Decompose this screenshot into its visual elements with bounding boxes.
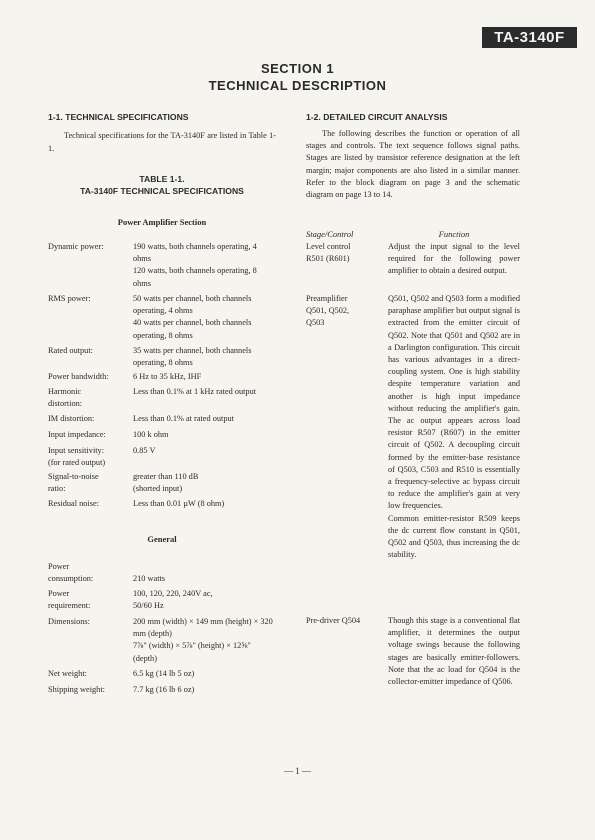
circuit-intro: The following describes the function or operation of all stages and controls. The text sequence follows signal paths. Stages are listed by transistor reference designation at the left margin; major components are also listed in a similar manner. Refer to the block diagram on page 3 and the schematic diagram on page 13 to 14. [306, 129, 520, 200]
spec-label: Power bandwidth: [48, 372, 109, 381]
spec-value: Less than 0.01 µW (8 ohm) [133, 499, 225, 508]
model-badge: TA-3140F [482, 27, 577, 48]
spec-label: Residual noise: [48, 499, 99, 508]
circuit-heading: 1-2. DETAILED CIRCUIT ANALYSIS [306, 112, 448, 122]
general-spec-value: 210 watts [133, 574, 166, 584]
general-spec-value: 100, 120, 220, 240V ac, 50/60 Hz [133, 589, 213, 611]
general-spec-label: Power consumption: [48, 562, 94, 584]
general-spec-label: Dimensions: [48, 617, 90, 626]
spec-value: 0.85 V [133, 446, 156, 455]
general-spec-value: 200 mm (width) × 149 mm (height) × 320 mm (depth) 7⅞" (width) × 5⅞" (height) × 12⅝" (depth) [133, 617, 273, 663]
spec-label: Dynamic power: [48, 242, 104, 251]
spec-label: Input impedance: [48, 430, 106, 439]
table-title: TA-3140F TECHNICAL SPECIFICATIONS [80, 186, 244, 196]
spec-label: Rated output: [48, 346, 93, 355]
stage-value: Q501, Q502 and Q503 form a modified paraphase amplifier but output signal is extracted from the emitter circuit of Q502. Note that Q501 and Q502 are in a Darlington configuration. This circuit has various advantages in a direct-coupling system. One is high stability despite temperature variation and another is high input impedance without reducing the amplifier's gain. The ac output appears across load resistor R507 (R607) in the emitter circuit of Q502. A decoupling circuit formed by the emitter-base resistance of Q503, C503 and R510 is essentially a frequency-selective ac bypass circuit to reduce the amplifier's gain at very low frequencies. Common emitter-resistor R509 keeps the dc current flow constant in Q501, Q502 and Q503, thus increasing the dc stability. [388, 294, 520, 560]
general-spec-label: Shipping weight: [48, 685, 105, 694]
stage-label: Level control R501 (R601) [306, 242, 351, 264]
spec-label: Signal-to-noise ratio: [48, 472, 99, 494]
spec-label: Harmonic distortion: [48, 387, 83, 409]
page-number: — 1 — [284, 766, 311, 776]
stage-value: Though this stage is a conventional flat amplifier, it determines the output voltage swings because the following stages are basically emitter-followers. Note that the ac load for Q504 is the collector-emitter impedance of Q506. [388, 616, 520, 687]
general-spec-value: 6.5 kg (14 lb 5 oz) [133, 669, 195, 678]
spec-value: Less than 0.1% at rated output [133, 414, 234, 423]
general-spec-label: Power requirement: [48, 589, 91, 611]
function-column-header: Function [438, 229, 470, 239]
spec-label: RMS power: [48, 294, 91, 303]
section-number: SECTION 1 [260, 61, 335, 76]
stage-value: Adjust the input signal to the level required for the following power amplifier to obtain a desired output. [388, 242, 520, 276]
general-section-title: General [147, 534, 177, 544]
specs-intro: Technical specifications for the TA-3140F are listed in Table 1-1. [48, 131, 276, 154]
spec-label: Input sensitivity: (for rated output) [48, 446, 106, 468]
section-title: TECHNICAL DESCRIPTION [208, 78, 387, 93]
power-amplifier-section-title: Power Amplifier Section [117, 217, 207, 227]
spec-value: 190 watts, both channels operating, 4 ohms 120 watts, both channels operating, 8 ohms [133, 242, 257, 288]
specs-heading: 1-1. TECHNICAL SPECIFICATIONS [48, 112, 189, 122]
general-spec-value: 7.7 kg (16 lb 6 oz) [133, 685, 195, 694]
spec-value: Less than 0.1% at 1 kHz rated output [133, 387, 257, 396]
general-spec-label: Net weight: [48, 669, 87, 678]
stage-label: Preamplifier Q501, Q502, Q503 [306, 294, 350, 328]
spec-value: 100 k ohm [133, 430, 169, 439]
spec-label: IM distortion: [48, 414, 95, 423]
table-number: TABLE 1-1. [139, 174, 185, 184]
spec-value: 6 Hz to 35 kHz, IHF [133, 372, 202, 381]
stage-column-header: Stage/Control [306, 229, 354, 239]
spec-value: 50 watts per channel, both channels operating, 4 ohms 40 watts per channel, both channels operating, 8 ohms [133, 294, 252, 340]
spec-value: greater than 110 dB (shorted input) [133, 472, 199, 494]
stage-label: Pre-driver Q504 [306, 616, 361, 625]
spec-value: 35 watts per channel, both channels operating, 8 ohms [133, 346, 252, 368]
